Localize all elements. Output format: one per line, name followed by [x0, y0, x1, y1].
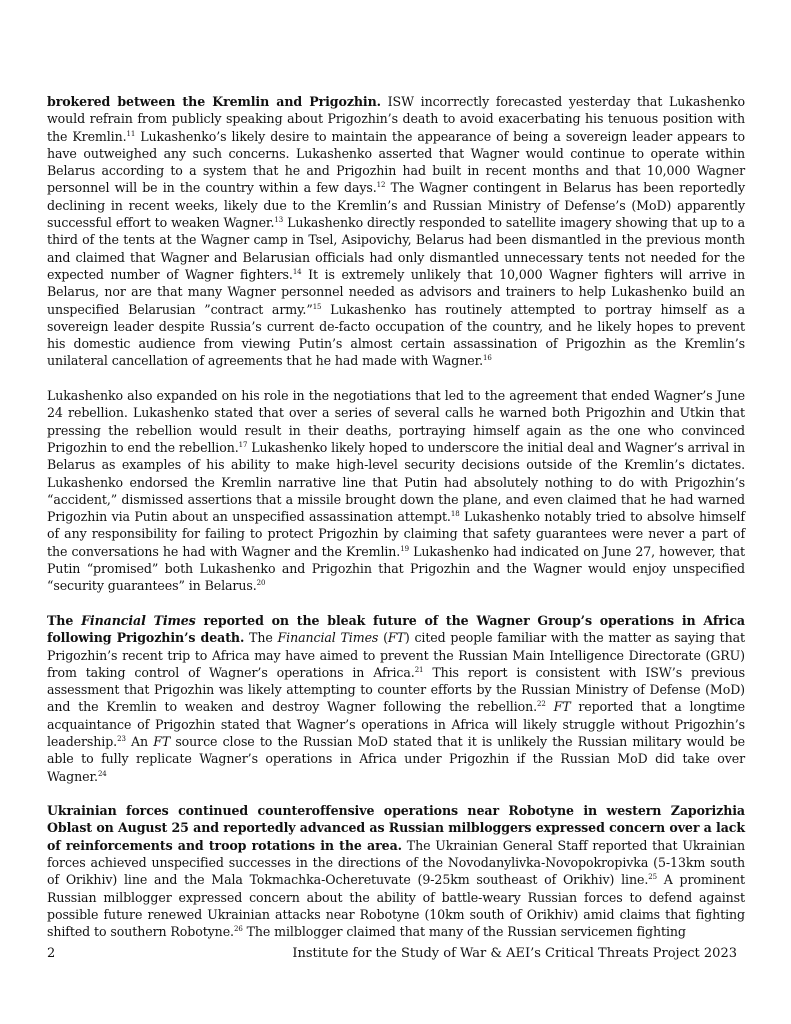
lead-italic: Financial Times: [81, 612, 196, 628]
document-body: [47, 93, 745, 958]
footnote-ref[interactable]: 19: [400, 544, 409, 553]
italic-text: Financial Times: [277, 630, 379, 646]
footnote-ref[interactable]: 13: [274, 216, 284, 225]
footnote-ref[interactable]: 26: [233, 925, 243, 934]
footnote-ref[interactable]: 18: [450, 510, 460, 519]
sentence: Lukashenko’s likely desire to maintain the appearance of being a sovereign leader appears to have outweighed any such concerns. Lukashenko asserted that Wagner would continue to operate within Belarus according to a system that he and Prigozhin had built in recent months and that 10,000 Wagner personnel will be in the country within a few days.: [47, 128, 745, 196]
sentence: (: [378, 630, 388, 646]
sentence: This report is consistent with ISW’s previous assessment that Prigozhin was likely attempting to counter efforts by the Russian Ministry of Defense (MoD) and the Kremlin to weaken and destroy Wagner following the rebellion.: [47, 664, 746, 715]
footnote-ref[interactable]: 25: [648, 873, 657, 882]
italic-text: FT: [553, 699, 571, 715]
sentence: Lukashenko also expanded on his role in the negotiations that led to the agreement that ended Wagner’s June 24 rebellion. Lukashenko stated that over a series of several calls he warned both Prigozhin and Utkin that pressing the rebellion would result in their deaths, portraying himself again as the one who convinced Prigozhin to end the rebellion.: [47, 388, 745, 455]
paragraph-lead: brokered between the Kremlin and Prigozhin.: [47, 94, 381, 109]
paragraph-negotiations: [47, 387, 745, 595]
page-footer: [47, 946, 737, 961]
lead-text: The: [47, 612, 82, 628]
sentence: Lukashenko notably tried to absolve himself of any responsibility for failing to protect Prigozhin by claiming that safety guarantees were never a part of the conversations he had with Wagner and the Kremlin.: [47, 509, 745, 559]
lead-text: reported on the bleak future of the Wagner Group’s operations in Africa following Prigozhin’s death.: [47, 612, 745, 646]
footnote-ref[interactable]: 11: [126, 129, 136, 138]
sentence: source close to the Russian MoD stated that it is unlikely the Russian military would be able to fully replicate Wagner’s operations in Africa under Prigozhin if the Russian MoD did take over Wagner.: [47, 733, 746, 784]
paragraph-lukashenko-statement: [47, 93, 745, 370]
sentence: Lukashenko has routinely attempted to portray himself as a sovereign leader despite Russia’s current de-facto occupation of the country, and he likely hopes to prevent his domestic audience from viewing Putin’s almost certain assassination of Prigozhin as the Kremlin’s unilateral cancellation of agreements that he had made with Wagner.: [47, 301, 745, 369]
sentence: ) cited people familiar with the matter as saying that Prigozhin’s recent trip to Africa may have aimed to prevent the Russian Main Intelligence Directorate (GRU) from taking control of Wagner’s operations in Africa.: [47, 630, 745, 680]
sentence: The Wagner contingent in Belarus has been reportedly declining in recent weeks, likely due to the Kremlin’s and Russian Ministry of Defense’s (MoD) apparently successful effort to weaken Wagner.: [47, 180, 746, 231]
sentence: Lukashenko directly responded to satellite imagery showing that up to a third of the tents at the Wagner camp in Tsel, Asipovichy, Belarus had been dismantled in the previous month and claimed that Wagner and Belarusian officials had only dismantled unnecessary tents not needed for the expected number of Wagner fighters.: [47, 215, 745, 282]
sentence: ISW incorrectly forecasted yesterday that Lukashenko would refrain from publicly speaking about Prigozhin’s death to avoid exacerbating his tenuous position with the Kremlin.: [47, 94, 745, 144]
sentence: A prominent Russian milblogger expressed concern about the ability of battle-weary Russian forces to defend against possible future renewed Ukrainian attacks near Robotyne (10km south of Orikhiv) amid claims that fighting shifted to southern Robotyne.: [47, 872, 745, 940]
sentence: Lukashenko had indicated on June 27, however, that Putin “promised” both Lukashenko and Prigozhin that Prigozhin and the Wagner would enjoy unspecified “security guarantees” in Belarus.: [47, 543, 745, 594]
footnote-ref[interactable]: 23: [117, 734, 126, 743]
footnote-ref[interactable]: 24: [97, 769, 107, 778]
sentence: It is extremely unlikely that 10,000 Wagner fighters will arrive in Belarus, nor are that many Wagner personnel needed as advisors and trainers to help Lukashenko build an unspecified Belarusian ”contract army.”: [47, 266, 745, 317]
footnote-ref[interactable]: 15: [312, 302, 322, 311]
sentence: reported that a longtime acquaintance of Prigozhin stated that Wagner’s operations in Africa will likely struggle without Prigozhin’s leadership.: [47, 699, 745, 749]
sentence: The: [244, 630, 278, 646]
footnote-ref[interactable]: 14: [292, 267, 302, 276]
sentence: The Ukrainian General Staff reported that Ukrainian forces achieved unspecified successes in the directions of the Novodanylivka-Novopokropivka (5-13km south of Orikhiv) line and the Mala Tokmachka-Ocheretuvate (9-25km southeast of Orikhiv) line.: [47, 837, 745, 888]
sentence: Lukashenko likely hoped to underscore the initial deal and Wagner’s arrival in Belarus as examples of his ability to make high-level security decisions outside of the Kremlin’s dictates. Lukashenko endorsed the Kremlin narrative line that Putin had absolutely nothing to do with Prigozhin’s “accident,” dismissed assertions that a missile brought down the plane, and even claimed that he had warned Prigozhin via Putin about an unspecified assassination attempt.: [47, 439, 746, 525]
footer-publisher: Institute for the Study of War & AEI’s Critical Threats Project 2023: [292, 946, 737, 961]
footnote-ref[interactable]: 22: [537, 700, 546, 709]
sentence: The milblogger claimed that many of the Russian servicemen fighting: [242, 924, 686, 940]
paragraph-financial-times: [47, 612, 745, 785]
paragraph-lead: Ukrainian forces continued counteroffensive operations near Robotyne in western Zaporizhia Oblast on August 25 and reportedly advanced as Russian milbloggers expressed concern over a lack of reinforcements and troop rotations in the area.: [47, 803, 745, 853]
italic-text: FT: [153, 733, 171, 749]
sentence: An: [125, 733, 154, 749]
footnote-ref[interactable]: 17: [238, 440, 248, 449]
footnote-ref[interactable]: 21: [414, 665, 424, 674]
paragraph-robotyne: [47, 802, 745, 940]
footnote-ref[interactable]: 20: [256, 579, 266, 588]
page-number: 2: [47, 946, 56, 961]
italic-text: FT: [387, 630, 405, 646]
footnote-ref[interactable]: 16: [483, 354, 492, 363]
footnote-ref[interactable]: 12: [376, 181, 386, 190]
